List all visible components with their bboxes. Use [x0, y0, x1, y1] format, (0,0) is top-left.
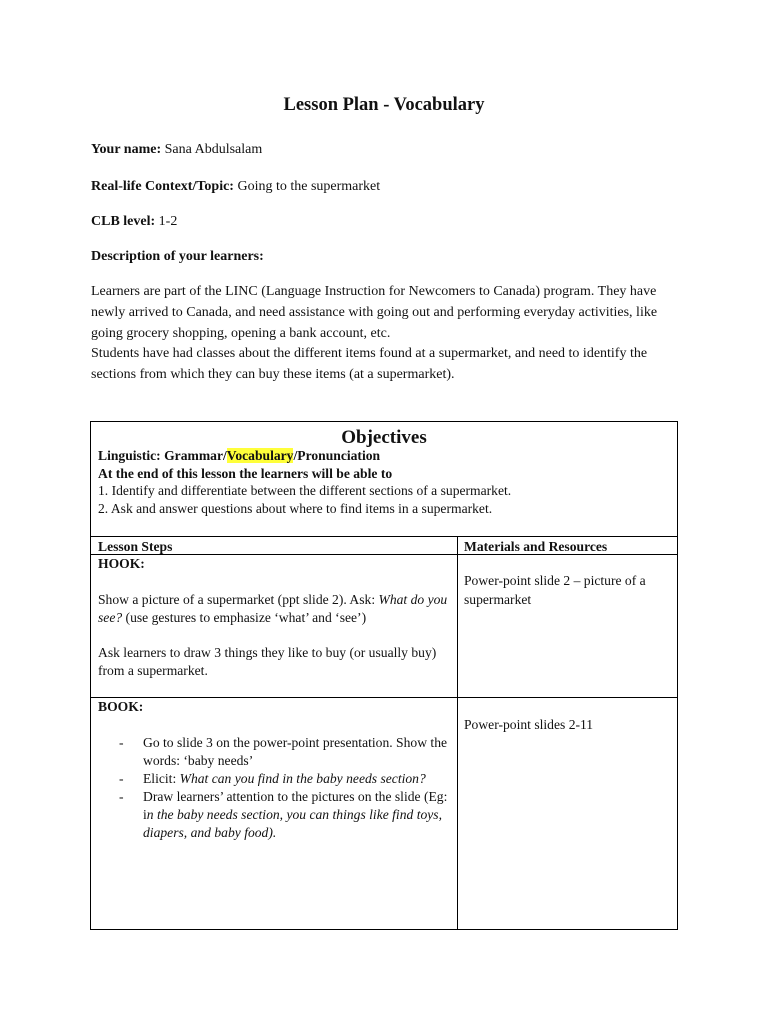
- topic-value: Going to the supermarket: [233, 179, 381, 194]
- objective-item: 1. Identify and differentiate between the different sections of a supermarket.: [98, 483, 512, 498]
- topic-label: Real-life Context/Topic:: [91, 179, 234, 194]
- hook-materials: Power-point slide 2 – picture of a supermarket: [464, 573, 646, 607]
- description-heading: [91, 247, 264, 267]
- learner-description: [91, 282, 681, 386]
- description-label: Description of your learners:: [91, 249, 264, 264]
- objectives-title: Objectives: [341, 427, 427, 448]
- name-value: Sana Abdulsalam: [161, 142, 263, 157]
- clb-field: [91, 212, 177, 232]
- objectives-section: [91, 422, 677, 536]
- objectives-intro: At the end of this lesson the learners will be able to: [98, 465, 393, 481]
- lesson-plan-table: [90, 421, 678, 930]
- objective-item: 2. Ask and answer questions about where to find items in a supermarket.: [98, 500, 493, 516]
- linguistic-line: [98, 447, 671, 465]
- vocabulary-highlight: Vocabulary: [226, 448, 294, 463]
- elicit-label: Elicit:: [143, 771, 180, 786]
- description-paragraph-2: Students have had classes about the different items found at a supermarket, and need to identify the sections from which they can buy these items (at a supermarket).: [91, 346, 648, 383]
- hook-text-end: (use gestures to emphasize ‘what’ and ‘see’): [122, 610, 367, 625]
- hook-instruction-1: [98, 591, 450, 627]
- page-title: Lesson Plan - Vocabulary: [283, 95, 485, 115]
- attention-example: n the baby needs section, you can things like find toys, diapers, and baby food).: [143, 807, 443, 840]
- book-step-cell: [98, 698, 450, 842]
- list-item: [98, 788, 450, 842]
- linguistic-prefix: Linguistic: Grammar/: [98, 448, 227, 463]
- elicit-question: What can you find in the baby needs section?: [179, 771, 426, 786]
- clb-value: 1-2: [155, 214, 178, 229]
- list-item: [98, 770, 450, 788]
- clb-label: CLB level:: [91, 214, 156, 229]
- hook-text: Show a picture of a supermarket (ppt slide 2). Ask:: [98, 592, 379, 607]
- column-divider: [457, 536, 458, 929]
- attention-text: Draw learners’ attention to the pictures on the slide (Eg: i: [143, 789, 448, 822]
- book-heading: BOOK:: [98, 699, 144, 714]
- book-steps-list: [98, 734, 450, 842]
- linguistic-suffix: /Pronunciation: [293, 448, 381, 463]
- list-item: - Go to slide 3 on the power-point presentation. Show the words: ‘baby needs’: [98, 734, 450, 770]
- hook-heading: HOOK:: [98, 556, 145, 571]
- book-materials: Power-point slides 2-11: [464, 717, 594, 732]
- name-label: Your name:: [91, 142, 162, 157]
- objectives-content: [98, 447, 671, 517]
- book-materials-cell: [464, 716, 674, 735]
- hook-question: What do you see?: [98, 592, 448, 625]
- topic-field: [91, 177, 380, 197]
- lesson-steps-header: Lesson Steps: [98, 539, 173, 554]
- materials-header: Materials and Resources: [464, 539, 608, 554]
- hook-instruction-2: Ask learners to draw 3 things they like to buy (or usually buy) from a supermarket.: [98, 645, 437, 678]
- name-field: [91, 140, 262, 160]
- hook-materials-cell: [464, 572, 674, 609]
- description-paragraph-1: Learners are part of the LINC (Language Instruction for Newcomers to Canada) program. They have newly arrived to Canada, and need assistance with going out and performing everyday activities, like going grocery shopping, opening a bank account, etc.: [91, 284, 658, 341]
- hook-step-cell: [98, 555, 450, 680]
